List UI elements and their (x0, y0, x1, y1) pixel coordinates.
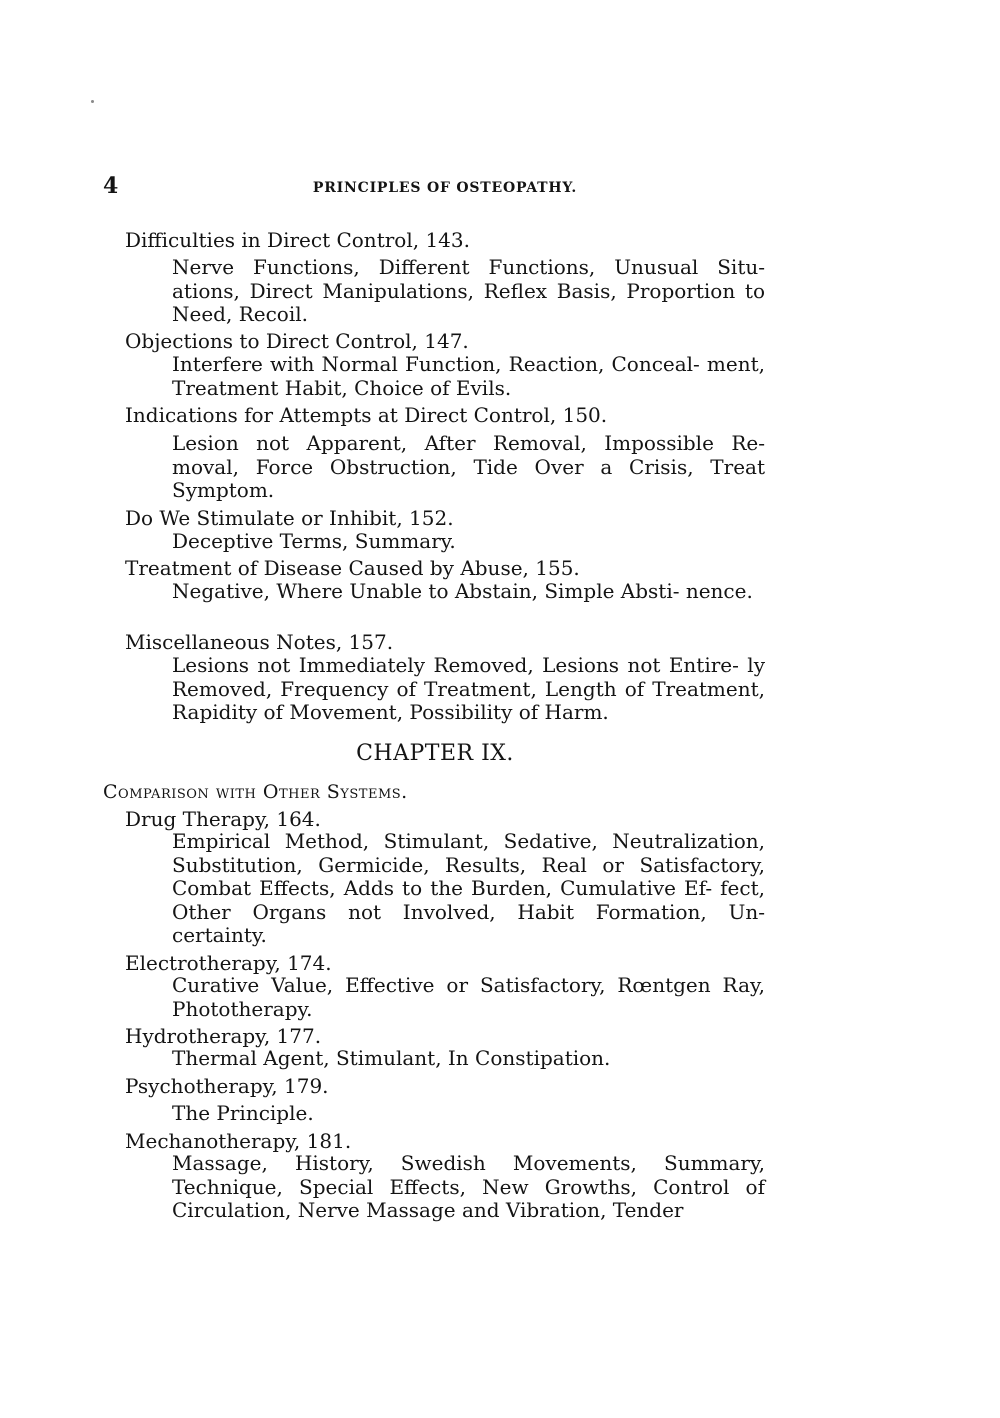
toc-entry-details: Nerve Functions, Different Functions, Unusual Situ- ations, Direct Manipulations, Reflex Basis, Proportion to Need, Recoil. (172, 255, 765, 326)
toc-entry-heading: Mechanotherapy, 181. (125, 1129, 352, 1153)
toc-entry-details: Lesions not Immediately Removed, Lesions not Entire- ly Removed, Frequency of Treatment, Length of Treatment, Rapidity of Movement, Possibility of Harm. (172, 653, 765, 724)
toc-entry-details: Negative, Where Unable to Abstain, Simple Absti- nence. (172, 579, 753, 603)
toc-entry-heading: Electrotherapy, 174. (125, 951, 332, 975)
toc-entry-details: Empirical Method, Stimulant, Sedative, Neutralization, Substitution, Germicide, Results, Real or Satisfactory, Combat Effects, Adds to the Burden, Cumulative Ef- fect, Other Organs not Involved, Habit Formation, Un- certainty. (172, 829, 765, 947)
running-head: PRINCIPLES OF OSTEOPATHY. (312, 180, 578, 196)
toc-entry-details: Curative Value, Effective or Satisfactory, Rœntgen Ray, Phototherapy. (172, 973, 765, 1021)
toc-entry-heading: Difficulties in Direct Control, 143. (125, 228, 470, 252)
toc-entry-details: The Principle. (172, 1101, 314, 1125)
toc-entry-heading: Psychotherapy, 179. (125, 1074, 329, 1098)
toc-entry-details: Massage, History, Swedish Movements, Summary, Technique, Special Effects, New Growths, Control of Circulation, Nerve Massage and Vibration, Tender (172, 1151, 765, 1222)
toc-entry-details: Deceptive Terms, Summary. (172, 529, 456, 553)
toc-entry-heading: Objections to Direct Control, 147. (125, 329, 469, 353)
page-number: 4 (103, 173, 119, 199)
toc-entry-heading: Do We Stimulate or Inhibit, 152. (125, 506, 454, 530)
toc-entry-heading: Indications for Attempts at Direct Control, 150. (125, 403, 608, 427)
chapter-title: CHAPTER IX. (356, 741, 514, 766)
toc-entry-details: Thermal Agent, Stimulant, In Constipation. (172, 1046, 611, 1070)
toc-entry-heading: Drug Therapy, 164. (125, 807, 321, 831)
toc-entry-heading: Miscellaneous Notes, 157. (125, 630, 394, 654)
toc-entry-heading: Hydrotherapy, 177. (125, 1024, 322, 1048)
toc-entry-heading: Treatment of Disease Caused by Abuse, 155. (125, 556, 580, 580)
print-speck (91, 100, 94, 103)
section-title: Comparison with Other Systems. (103, 781, 408, 803)
toc-entry-details: Interfere with Normal Function, Reaction, Conceal- ment, Treatment Habit, Choice of Evils. (172, 352, 765, 400)
toc-entry-details: Lesion not Apparent, After Removal, Impossible Re- moval, Force Obstruction, Tide Over a Crisis, Treat Symptom. (172, 431, 765, 502)
